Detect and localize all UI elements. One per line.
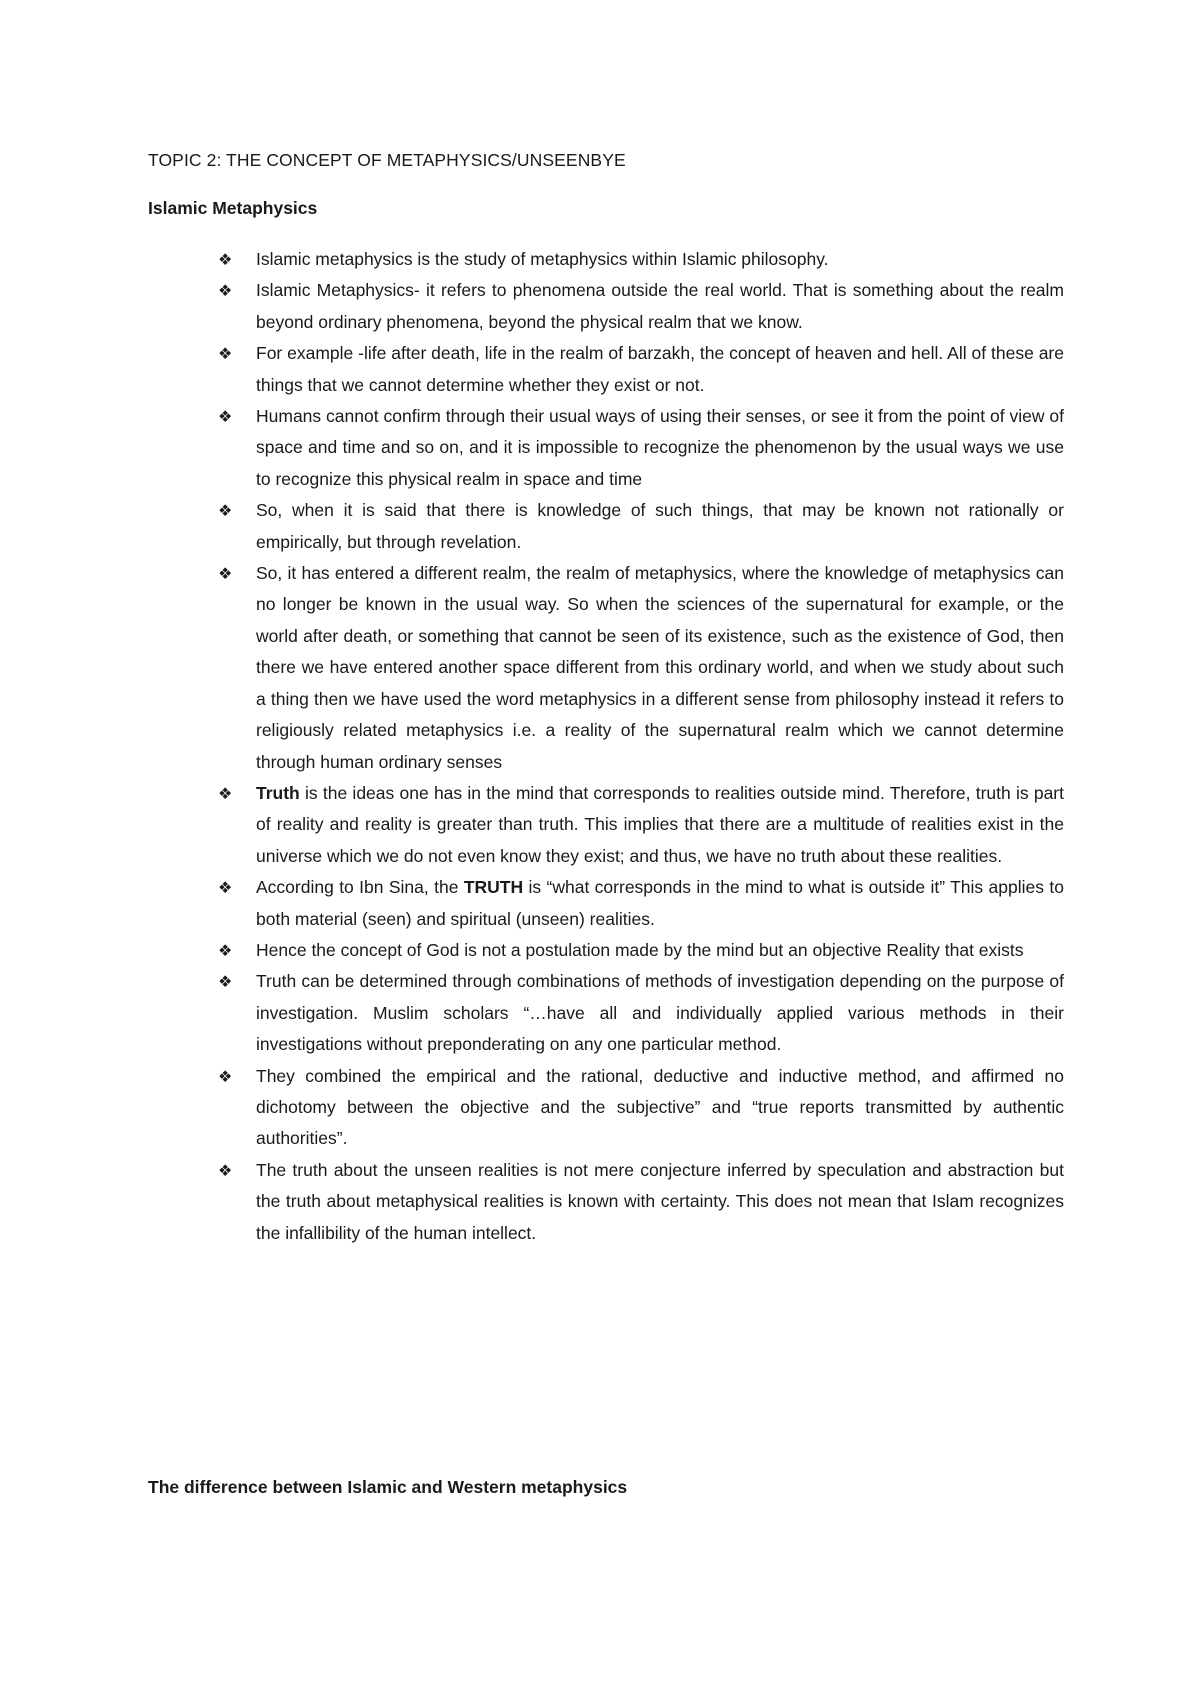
list-item: [218, 1155, 1064, 1249]
bullet-list: [148, 244, 1064, 1249]
diamond-bullet-icon: ❖: [218, 564, 233, 584]
bullet-text: According to Ibn Sina, the: [256, 877, 464, 898]
list-item: [218, 966, 1064, 1060]
diamond-bullet-icon: ❖: [218, 783, 233, 803]
diamond-bullet-icon: ❖: [218, 940, 233, 960]
diamond-bullet-icon: ❖: [218, 407, 233, 427]
bullet-text: is the ideas one has in the mind that corresponds to realities outside mind. Therefore, truth is part of reality and reality is greater than truth. This implies that there are a multitude of realities exist in the universe which we do not even know they exist; and thus, we have no truth about these realities.: [256, 782, 1064, 866]
list-item: [218, 244, 1064, 275]
bullet-text: For example -life after death, life in the realm of barzakh, the concept of heaven and hell. All of these are things that we cannot determine whether they exist or not.: [256, 343, 1064, 395]
list-item: [218, 275, 1064, 338]
bullet-text-after: is “what corresponds in the mind to what is outside it” This applies to both material (seen) and spiritual (unseen) realities.: [256, 877, 1064, 929]
list-item: [218, 338, 1064, 401]
bullet-text: Islamic metaphysics is the study of metaphysics within Islamic philosophy.: [256, 249, 829, 269]
bullet-text: Islamic Metaphysics- it refers to phenomena outside the real world. That is something about the realm beyond ordinary phenomena, beyond the physical realm that we know.: [256, 280, 1064, 332]
bullet-text: Hence the concept of God is not a postulation made by the mind but an objective Reality that exists: [256, 939, 1024, 960]
diamond-bullet-icon: ❖: [218, 972, 233, 992]
list-item: [218, 558, 1064, 778]
bottom-heading: The difference between Islamic and Western metaphysics: [148, 1477, 628, 1497]
diamond-bullet-icon: ❖: [218, 281, 233, 301]
bullet-text: Humans cannot confirm through their usual ways of using their senses, or see it from the point of view of space and time and so on, and it is impossible to recognize the phenomenon by the usual ways we use to recognize this physical realm in space and time: [256, 406, 1064, 489]
diamond-bullet-icon: ❖: [218, 501, 233, 521]
section-heading: Islamic Metaphysics: [148, 198, 318, 218]
list-item: [218, 778, 1064, 872]
list-item: [218, 872, 1064, 935]
bullet-text: Truth can be determined through combinations of methods of investigation depending on the purpose of investigation. Muslim scholars “…have all and individually applied various methods in their investigations without preponderating on any one particular method.: [256, 971, 1064, 1055]
diamond-bullet-icon: ❖: [218, 1066, 233, 1086]
list-item: [218, 935, 1064, 966]
diamond-bullet-icon: ❖: [218, 878, 233, 898]
diamond-bullet-icon: ❖: [218, 344, 233, 364]
bullet-text: The truth about the unseen realities is not mere conjecture inferred by speculation and abstraction but the truth about metaphysical realities is known with certainty. This does not mean that Islam recognizes the infallibility of the human intellect.: [256, 1159, 1064, 1243]
bullet-text: So, when it is said that there is knowledge of such things, that may be known not rationally or empirically, but through revelation.: [256, 500, 1064, 552]
bold-term: Truth: [256, 782, 300, 803]
list-item: [218, 495, 1064, 558]
topic-title: TOPIC 2: THE CONCEPT OF METAPHYSICS/UNSEENBYE: [148, 150, 626, 170]
diamond-bullet-icon: ❖: [218, 250, 233, 269]
diamond-bullet-icon: ❖: [218, 1160, 233, 1180]
bullet-text: They combined the empirical and the rational, deductive and inductive method, and affirmed no dichotomy between the objective and the subjective” and “true reports transmitted by authentic authorities”.: [256, 1065, 1064, 1149]
bullet-text: So, it has entered a different realm, the realm of metaphysics, where the knowledge of metaphysics can no longer be known in the usual way. So when the sciences of the supernatural for example, or the world after death, or something that cannot be seen of its existence, such as the existence of God, then there we have entered another space different from this ordinary world, and when we study about such a thing then we have used the word metaphysics in a different sense from philosophy instead it refers to religiously related metaphysics i.e. a reality of the supernatural realm which we cannot determine through human ordinary senses: [256, 563, 1064, 772]
list-item: [218, 401, 1064, 495]
list-item: [218, 1061, 1064, 1155]
bold-term: TRUTH: [463, 877, 524, 898]
